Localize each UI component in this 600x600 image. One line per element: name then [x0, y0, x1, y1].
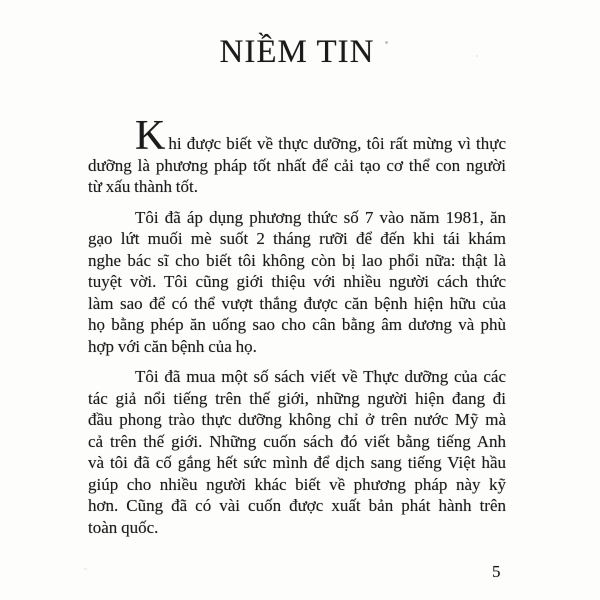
body-text	[88, 113, 506, 538]
text-line: họ bằng phép ăn uống sao cho cân bằng âm dương và phù	[88, 315, 506, 334]
drop-cap: K	[135, 113, 166, 159]
text-line: Khi được biết về thực dưỡng, tôi rất mừng vì thực	[135, 113, 506, 159]
text-line: nghe bác sĩ cho biết tôi không còn bị lao phổi nữa: thật là	[88, 250, 506, 270]
text-line: hơn. Cũng đã có vài cuốn được xuất bản phát hành trên	[88, 496, 506, 515]
page-number: 5	[492, 562, 501, 581]
text-line: Tôi đã áp dụng phương thức số 7 vào năm 1981, ăn	[135, 207, 506, 227]
paragraph	[88, 207, 506, 358]
text-line: giúp cho nhiều người khác biết về phương pháp này kỹ	[88, 474, 506, 494]
scan-speck	[84, 568, 87, 570]
paragraph	[88, 113, 506, 198]
text-line: tác giả nổi tiếng trên thế giới, những người hiện đang đi	[88, 388, 506, 408]
text-line: đầu phong trào thực dưỡng không chỉ ở trên nước Mỹ mà	[88, 410, 506, 429]
text-line: làm sao để có thể vượt thắng được căn bệnh hiện hữu của	[88, 293, 506, 313]
scan-speck	[385, 41, 388, 44]
text-line: tuyệt vời. Tôi cũng giới thiệu với nhiều người cách thức	[88, 272, 506, 291]
page-title: NIỀM TIN	[219, 34, 375, 70]
text-line: và tôi đã cố gắng hết sức mình để dịch sang tiếng Việt hầu	[88, 453, 506, 472]
text-line: từ xấu thành tốt.	[88, 177, 198, 196]
text-line: toàn quốc.	[88, 517, 159, 537]
text-line: Tôi đã mua một số sách viết về Thực dưỡng của các	[135, 367, 506, 386]
text-line: gạo lứt muối mè suốt 2 tháng rưỡi để đến khi tái khám	[88, 229, 506, 248]
paragraph	[88, 366, 506, 538]
text-line: dưỡng là phương pháp tốt nhất để cải tạo cơ thể con người	[88, 155, 506, 175]
text-line: hợp với căn bệnh của họ.	[88, 336, 257, 356]
scan-speck	[476, 55, 478, 57]
text-line: cả trên thế giới. Những cuốn sách đó viết bằng tiếng Anh	[88, 431, 506, 451]
